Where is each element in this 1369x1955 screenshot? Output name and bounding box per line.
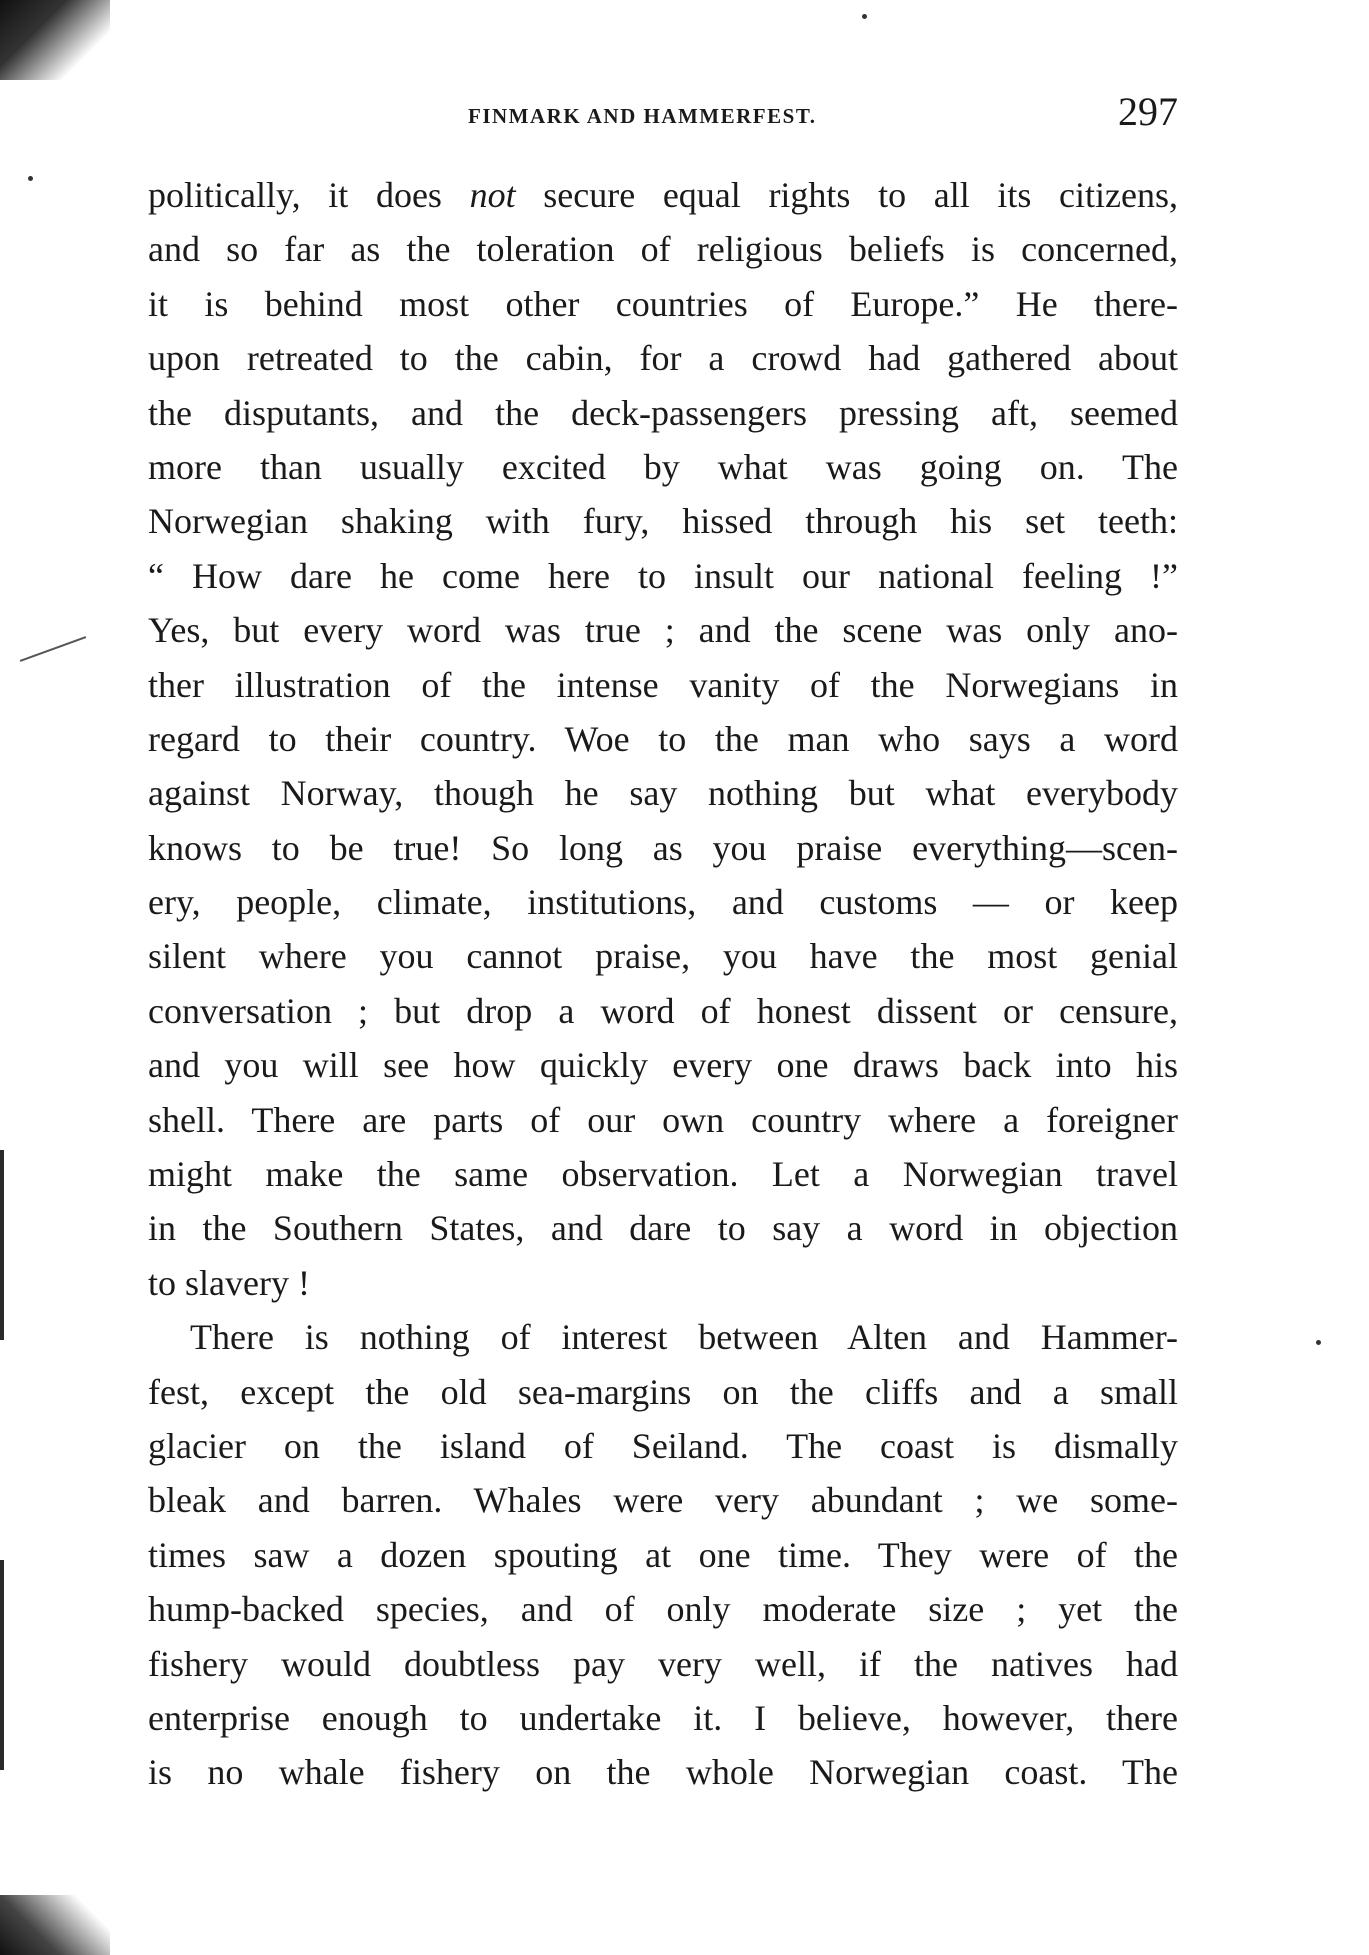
text-line: in the Southern States, and dare to say a word in objection [148,1208,1178,1249]
text-line: upon retreated to the cabin, for a crowd had gathered about [148,338,1178,379]
text-line: and you will see how quickly every one draws back into his [148,1045,1178,1086]
speck-right [1316,1340,1321,1345]
text-line: silent where you cannot praise, you have the most genial [148,936,1178,977]
page-number: 297 [1118,89,1178,134]
margin-rule-lower [0,1560,4,1770]
text-line: fest, except the old sea-margins on the cliffs and a small [148,1371,1178,1412]
text-line: Norwegian shaking with fury, hissed through his set teeth: [148,501,1178,542]
speck-left [28,176,33,181]
text-line: more than usually excited by what was going on. The [148,446,1178,487]
text-line: to slavery ! [148,1262,310,1303]
text-line: “ How dare he come here to insult our national feeling !” [148,555,1178,596]
text-line: ther illustration of the intense vanity of the Norwegians in [148,664,1178,705]
text-line: the disputants, and the deck-passengers pressing aft, seemed [148,392,1178,433]
text-line: times saw a dozen spouting at one time. They were of the [148,1534,1178,1575]
text-line: enterprise enough to undertake it. I believe, however, there [148,1697,1178,1738]
text-line: fishery would doubtless pay very well, if the natives had [148,1643,1178,1684]
text-line: shell. There are parts of our own country where a foreigner [148,1099,1178,1140]
text-line: and so far as the toleration of religious beliefs is concerned, [148,229,1178,270]
scan-edge-mark-top [0,0,110,80]
text-line: Yes, but every word was true ; and the scene was only ano- [148,610,1178,651]
text-line: conversation ; but drop a word of honest dissent or censure, [148,990,1178,1031]
speck-top [862,14,867,19]
running-title: FINMARK AND HAMMERFEST. [468,104,817,128]
text-line: politically, it does not secure equal rights to all its citizens, [148,175,1178,215]
body-text [148,168,1178,1800]
text-line: against Norway, though he say nothing but what everybody [148,773,1178,814]
text-line: it is behind most other countries of Europe.” He there- [148,283,1178,324]
text-line: bleak and barren. Whales were very abundant ; we some- [148,1480,1178,1521]
text-line: ery, people, climate, institutions, and customs — or keep [148,882,1178,923]
text-line: is no whale fishery on the whole Norwegian coast. The [148,1752,1178,1793]
running-head [148,88,1178,148]
scan-edge-mark-bottom [0,1895,110,1955]
text-line: might make the same observation. Let a Norwegian travel [148,1154,1178,1195]
text-line: regard to their country. Woe to the man who says a word [148,718,1178,759]
stray-pencil-mark [20,636,86,662]
text-line: glacier on the island of Seiland. The coast is dismally [148,1425,1178,1466]
paragraph-first-line: There is nothing of interest between Alten and Hammer- [190,1317,1178,1358]
text-line: knows to be true! So long as you praise everything—scen- [148,827,1178,868]
text-line: hump-backed species, and of only moderate size ; yet the [148,1589,1178,1630]
margin-rule-upper [0,1150,4,1340]
